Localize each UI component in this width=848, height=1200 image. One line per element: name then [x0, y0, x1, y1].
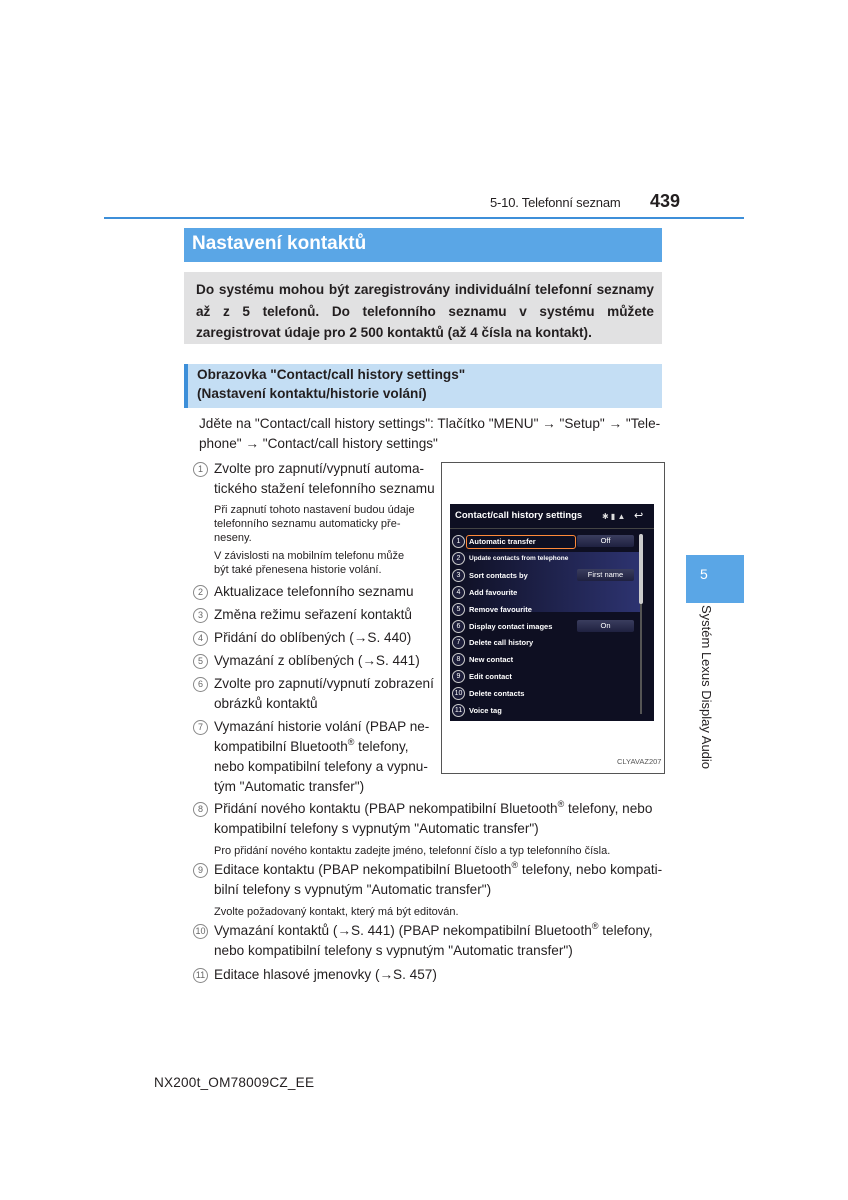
subsection-title-line1: Obrazovka "Contact/call history settings"	[197, 367, 466, 382]
note-1-line1: Při zapnutí tohoto nastavení budou údaje	[214, 504, 415, 516]
screen-num-8: 8	[452, 653, 465, 666]
screen-row-update-contacts[interactable]: Update contacts from telephone	[469, 555, 569, 562]
note-1-line2: telefonního seznamu automaticky pře-	[214, 518, 401, 530]
section-title: Nastavení kontaktů	[192, 233, 367, 254]
item-number-1: 1	[193, 462, 208, 477]
item-2-line1: Aktualizace telefonního seznamu	[214, 584, 414, 599]
screen-num-4: 4	[452, 586, 465, 599]
item-number-5: 5	[193, 654, 208, 669]
section-title-bar	[184, 228, 662, 262]
screen-num-10: 10	[452, 687, 465, 700]
screen-row-automatic-transfer[interactable]: Automatic transfer	[469, 537, 536, 546]
subsection-title-line2: (Nastavení kontaktu/historie volání)	[197, 386, 427, 401]
item-number-6: 6	[193, 677, 208, 692]
running-header: 5-10. Telefonní seznam	[490, 195, 621, 210]
display-screenshot	[450, 504, 654, 721]
item-1-line1: Zvolte pro zapnutí/vypnutí automa-	[214, 461, 425, 476]
note-9: Zvolte požadovaný kontakt, který má být editován.	[214, 906, 459, 918]
screen-row-display-contact-images[interactable]: Display contact images	[469, 622, 553, 631]
note-1-line3: neseny.	[214, 532, 252, 544]
title-divider	[450, 528, 654, 529]
screen-value-automatic-transfer[interactable]: Off	[577, 535, 634, 547]
screen-row-delete-contacts[interactable]: Delete contacts	[469, 689, 525, 698]
item-5-line1: Vymazání z oblíbených (→S. 441)	[214, 653, 420, 668]
status-icons: ✱ ▮ ▲	[602, 512, 626, 521]
screen-title: Contact/call history settings	[455, 510, 583, 521]
screen-num-5: 5	[452, 603, 465, 616]
chapter-number: 5	[700, 566, 708, 582]
item-number-8: 8	[193, 802, 208, 817]
item-3-line1: Změna režimu seřazení kontaktů	[214, 607, 412, 622]
screen-row-new-contact[interactable]: New contact	[469, 655, 514, 664]
item-7-line1: Vymazání historie volání (PBAP ne-	[214, 719, 430, 734]
screen-row-sort-contacts[interactable]: Sort contacts by	[469, 571, 528, 580]
item-number-11: 11	[193, 968, 208, 983]
note-8: Pro přidání nového kontaktu zadejte jméno, telefonní číslo a typ telefonního čísla.	[214, 845, 611, 857]
subsection-heading	[184, 364, 662, 408]
back-icon: ↩	[634, 510, 644, 522]
item-number-4: 4	[193, 631, 208, 646]
screen-row-voice-tag[interactable]: Voice tag	[469, 706, 502, 715]
instruction-line2: phone" → "Contact/call history settings"	[199, 436, 438, 451]
instruction-line1: Jděte na "Contact/call history settings": Tlačítko "MENU" → "Setup" → "Tele-	[199, 416, 661, 431]
item-9-line1: Editace kontaktu (PBAP nekompatibilní Bluetooth® telefony, nebo kompati-	[214, 860, 663, 877]
image-code: CLYAVAZ207	[617, 757, 662, 766]
screen-row-add-favourite[interactable]: Add favourite	[469, 588, 518, 597]
screen-num-9: 9	[452, 670, 465, 683]
page-number: 439	[650, 191, 681, 211]
screen-num-2: 2	[452, 552, 465, 565]
screen-value-sort-contacts[interactable]: First name	[577, 569, 634, 581]
item-7-line2: kompatibilní Bluetooth® telefony,	[214, 737, 409, 754]
item-number-9: 9	[193, 863, 208, 878]
intro-text: Do systému mohou být zaregistrovány individuální telefonní seznamy až z 5 telefonů. Do telefonního seznamu v systému můžete zaregistrovat údaje pro 2 500 kontaktů (až 4 čísla na kontakt).	[196, 282, 654, 340]
item-6-line1: Zvolte pro zapnutí/vypnutí zobrazení	[214, 676, 434, 691]
item-number-10: 10	[193, 924, 208, 939]
chapter-tab	[686, 555, 744, 603]
note-1-line4: V závislosti na mobilním telefonu může	[214, 550, 405, 562]
screen-num-6: 6	[452, 620, 465, 633]
screen-num-7: 7	[452, 636, 465, 649]
item-8-line2: kompatibilní telefony s vypnutým "Automatic transfer")	[214, 821, 539, 836]
screen-num-1: 1	[452, 535, 465, 548]
item-8-line1: Přidání nového kontaktu (PBAP nekompatibilní Bluetooth® telefony, nebo	[214, 799, 653, 816]
note-1-line5: být také přenesena historie volání.	[214, 564, 382, 576]
item-10-line2: nebo kompatibilní telefony s vypnutým "Automatic transfer")	[214, 943, 573, 958]
item-number-7: 7	[193, 720, 208, 735]
item-6-line2: obrázků kontaktů	[214, 696, 318, 711]
header-rule	[104, 217, 744, 219]
footer-code: NX200t_OM78009CZ_EE	[154, 1075, 315, 1090]
screen-value-display-contact-images[interactable]: On	[577, 620, 634, 632]
item-1-line2: tického stažení telefonního seznamu	[214, 481, 435, 496]
item-4-line1: Přidání do oblíbených (→S. 440)	[214, 630, 412, 645]
item-10-line1: Vymazání kontaktů (→S. 441) (PBAP nekompatibilní Bluetooth® telefony,	[214, 921, 653, 938]
chapter-label: Systém Lexus Display Audio	[699, 605, 714, 770]
item-number-2: 2	[193, 585, 208, 600]
screen-num-3: 3	[452, 569, 465, 582]
intro-box	[184, 272, 662, 344]
screen-row-delete-call-history[interactable]: Delete call history	[469, 638, 534, 647]
item-11-line1: Editace hlasové jmenovky (→S. 457)	[214, 967, 437, 982]
subsection-marker	[184, 364, 188, 408]
item-7-line3: nebo kompatibilní telefony a vypnu-	[214, 759, 428, 774]
item-7-line4: tým "Automatic transfer")	[214, 779, 365, 794]
screen-num-11: 11	[452, 704, 465, 717]
item-9-line2: bilní telefony s vypnutým "Automatic transfer")	[214, 882, 492, 897]
screen-row-edit-contact[interactable]: Edit contact	[469, 672, 512, 681]
scrollbar-thumb[interactable]	[639, 534, 643, 604]
screen-row-remove-favourite[interactable]: Remove favourite	[469, 605, 532, 614]
item-number-3: 3	[193, 608, 208, 623]
